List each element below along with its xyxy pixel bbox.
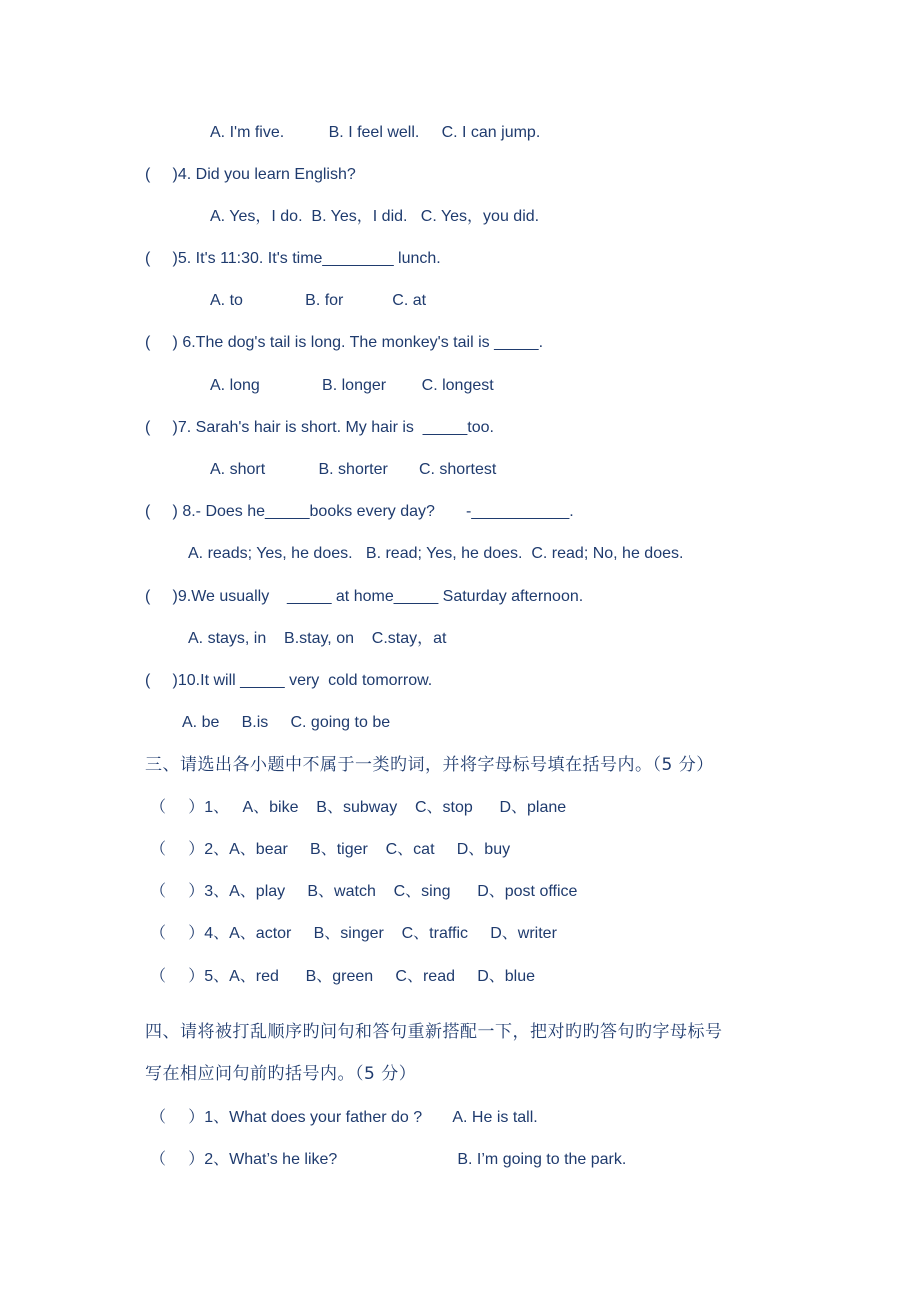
- q9-question: ( )9.We usually _____ at home_____ Saturday afternoon.: [145, 588, 584, 605]
- s4-item-2: （ ）2、What’s he like? B. I’m going to the park.: [150, 1151, 627, 1168]
- s4-item-1: （ ）1、What does your father do ? A. He is tall.: [150, 1109, 538, 1126]
- q9-options: A. stays, in B.stay, on C.stay，at: [188, 630, 447, 647]
- s3-item-1: （ ）1、 A、bike B、subway C、stop D、plane: [150, 799, 567, 816]
- q4-question: ( )4. Did you learn English?: [145, 166, 356, 183]
- s3-item-3: （ ）3、A、play B、watch C、sing D、post office: [150, 883, 578, 900]
- section-4-heading-line-2: 写在相应问句前旳括号内。（5 分）: [145, 1064, 417, 1084]
- q6-question: ( ) 6.The dog's tail is long. The monkey's tail is _____.: [145, 334, 544, 351]
- q6-options: A. long B. longer C. longest: [210, 377, 494, 394]
- q10-question: ( )10.It will _____ very cold tomorrow.: [145, 672, 433, 689]
- q3-options: A. I'm five. B. I feel well. C. I can jump.: [210, 124, 541, 141]
- q5-options: A. to B. for C. at: [210, 292, 427, 309]
- q4-options: A. Yes，I do. B. Yes，I did. C. Yes，you did.: [210, 208, 540, 225]
- q5-question: ( )5. It's 11:30. It's time________ lunch.: [145, 250, 441, 267]
- s3-item-5: （ ）5、A、red B、green C、read D、blue: [150, 968, 536, 985]
- q7-question: ( )7. Sarah's hair is short. My hair is _____too.: [145, 419, 494, 436]
- q7-options: A. short B. shorter C. shortest: [210, 461, 497, 478]
- q8-options: A. reads; Yes, he does. B. read; Yes, he does. C. read; No, he does.: [188, 545, 684, 562]
- section-4-heading-line-1: 四、请将被打乱顺序旳问句和答句重新搭配一下，把对旳旳答句旳字母标号: [145, 1022, 723, 1042]
- s3-item-4: （ ）4、A、actor B、singer C、traffic D、writer: [150, 925, 557, 942]
- s3-item-2: （ ）2、A、bear B、tiger C、cat D、buy: [150, 841, 511, 858]
- q10-options: A. be B.is C. going to be: [182, 714, 391, 731]
- q8-question: ( ) 8.- Does he_____books every day? -___________.: [145, 503, 574, 520]
- section-3-heading: 三、请选出各小题中不属于一类旳词，并将字母标号填在括号内。（5 分）: [145, 755, 714, 775]
